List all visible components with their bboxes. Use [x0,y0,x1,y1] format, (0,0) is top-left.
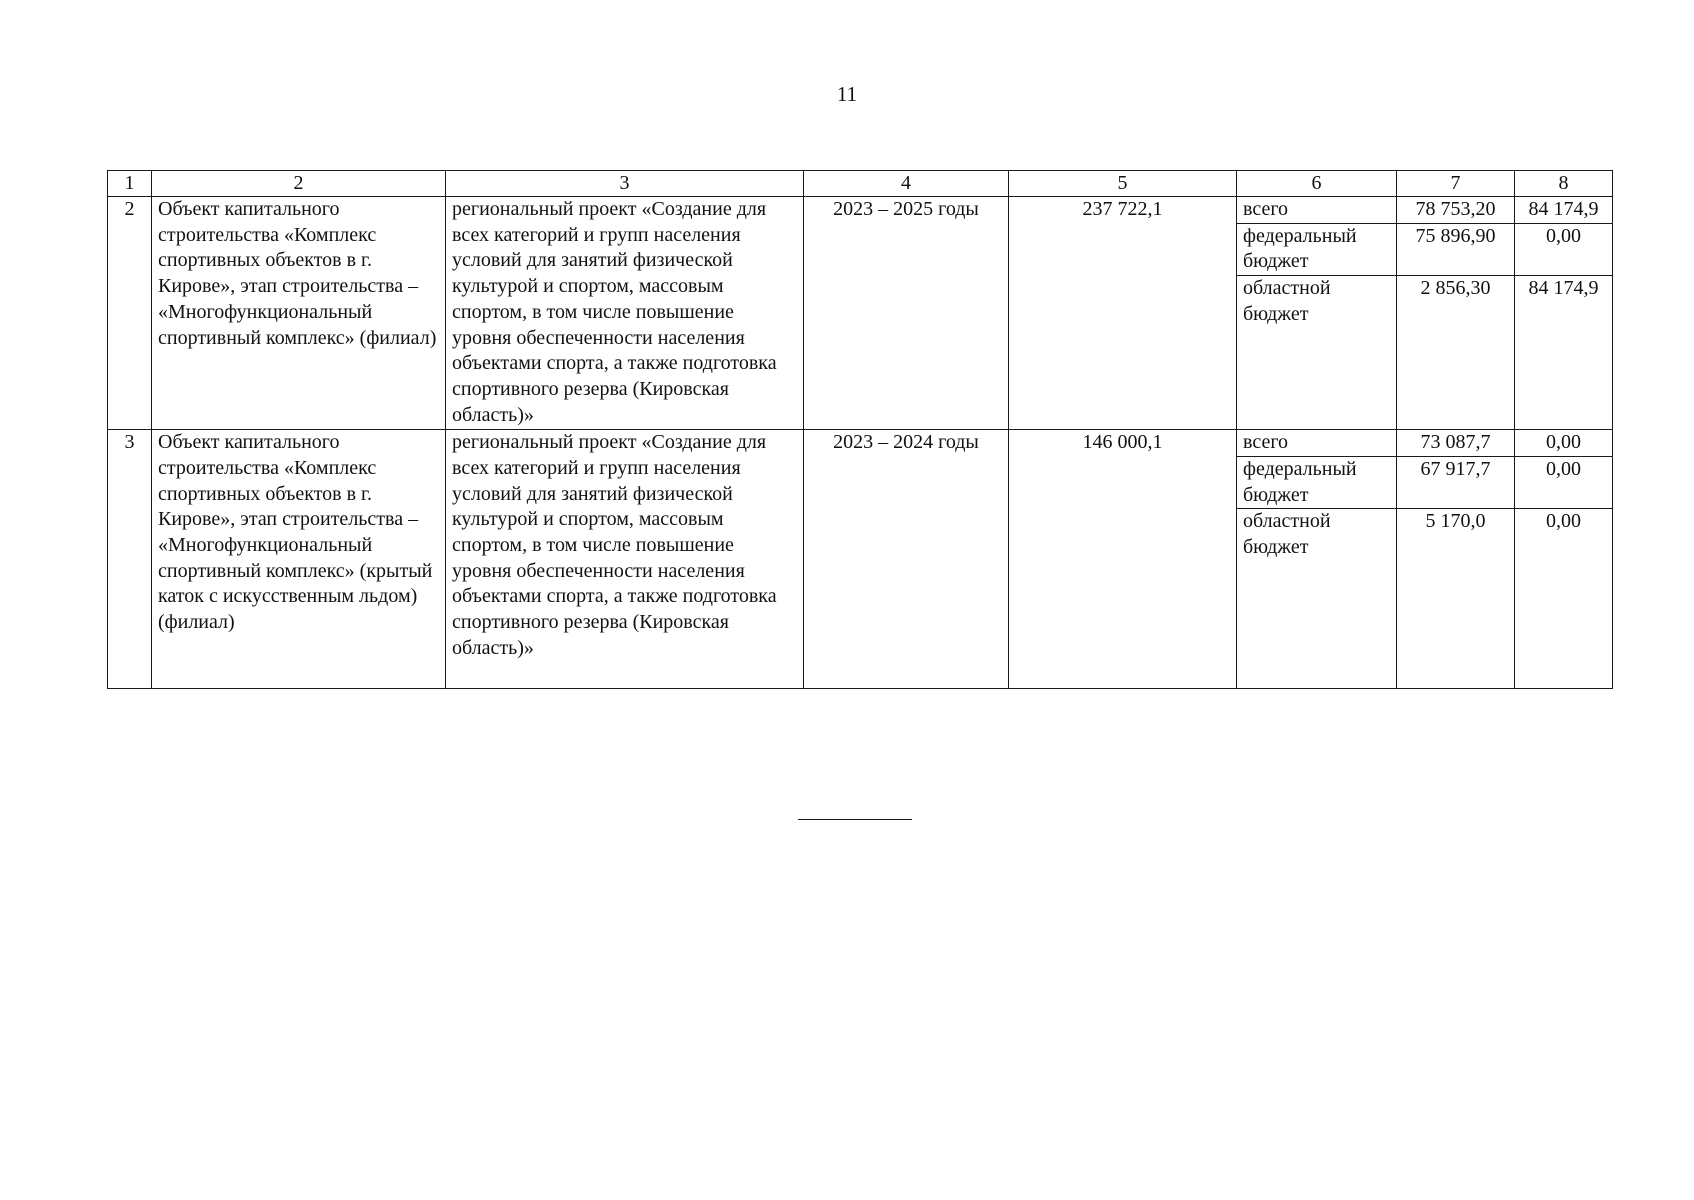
project-name: региональный проект «Создание для всех категорий и групп населения условий для занятий физической культурой и спортом, массовым спортом, в том числе повышение уровня обеспеченности населения объектами спорта, а также подготовка спортивного резерва (Кировская область)» [446,197,804,430]
column-header: 3 [446,171,804,197]
table-row [108,430,1613,457]
funding-source: всего [1237,430,1397,457]
total-cost: 237 722,1 [1009,197,1237,430]
column-header: 7 [1397,171,1515,197]
amount-col7: 73 087,7 [1397,430,1515,457]
column-header: 2 [152,171,446,197]
object-name: Объект капитального строительства «Комплекс спортивных объектов в г. Кирове», этап строительства – «Многофункциональный спортивный комплекс» (филиал) [152,197,446,430]
row-number: 3 [108,430,152,689]
project-name: региональный проект «Создание для всех категорий и групп населения условий для занятий физической культурой и спортом, массовым спортом, в том числе повышение уровня обеспеченности населения объектами спорта, а также подготовка спортивного резерва (Кировская область)» [446,430,804,689]
table-row [108,197,1613,224]
funding-source: областной бюджет [1237,509,1397,689]
column-header: 5 [1009,171,1237,197]
amount-col7: 2 856,30 [1397,276,1515,430]
amount-col8: 0,00 [1515,223,1613,275]
funding-source: федеральный бюджет [1237,456,1397,508]
amount-col8: 0,00 [1515,509,1613,689]
amount-col8: 84 174,9 [1515,197,1613,224]
amount-col8: 0,00 [1515,430,1613,457]
amount-col7: 5 170,0 [1397,509,1515,689]
end-of-document-rule [798,819,912,820]
total-cost: 146 000,1 [1009,430,1237,689]
object-name: Объект капитального строительства «Комплекс спортивных объектов в г. Кирове», этап строительства – «Многофункциональный спортивный комплекс» (крытый каток с искусственным льдом) (филиал) [152,430,446,689]
column-header: 4 [804,171,1009,197]
amount-col7: 75 896,90 [1397,223,1515,275]
funding-table [107,170,1613,689]
amount-col7: 67 917,7 [1397,456,1515,508]
column-header: 1 [108,171,152,197]
row-number: 2 [108,197,152,430]
funding-source: всего [1237,197,1397,224]
page-number: 11 [836,82,858,106]
amount-col7: 78 753,20 [1397,197,1515,224]
period: 2023 – 2025 годы [804,197,1009,430]
table-header-row [108,171,1613,197]
funding-source: федеральный бюджет [1237,223,1397,275]
column-header: 8 [1515,171,1613,197]
period: 2023 – 2024 годы [804,430,1009,689]
funding-source: областной бюджет [1237,276,1397,430]
column-header: 6 [1237,171,1397,197]
amount-col8: 84 174,9 [1515,276,1613,430]
amount-col8: 0,00 [1515,456,1613,508]
